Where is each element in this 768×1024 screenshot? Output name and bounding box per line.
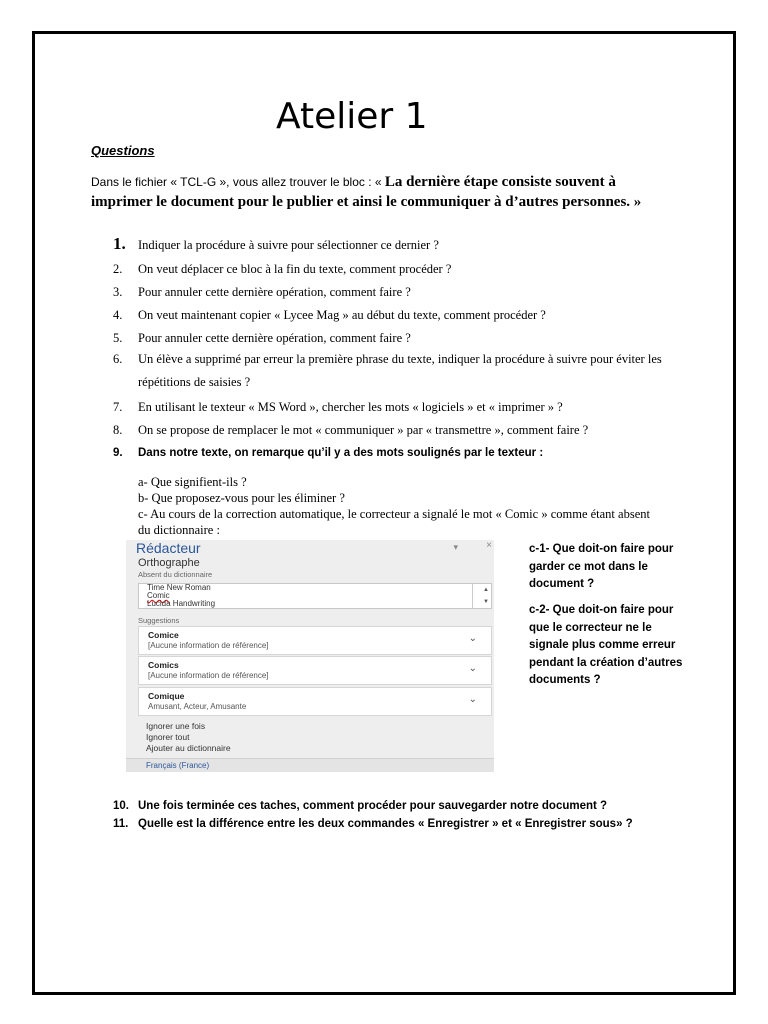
- suggestion-word: Comics: [148, 660, 179, 670]
- question-number: 1.: [113, 234, 126, 253]
- pane-header: Rédacteur: [136, 540, 201, 556]
- question-number: 11.: [113, 818, 129, 830]
- question-number: 9.: [113, 447, 123, 459]
- question-8: [113, 423, 588, 438]
- question-4: [113, 308, 546, 323]
- sub-question-a: a- Que signifient-ils ?: [138, 475, 247, 489]
- question-number: 7.: [113, 400, 123, 414]
- close-icon[interactable]: ×: [486, 540, 492, 551]
- suggestions-label: Suggestions: [138, 616, 180, 625]
- chevron-down-icon[interactable]: ⌄: [468, 633, 477, 644]
- question-7: [113, 400, 563, 415]
- misspelled-words-list[interactable]: [138, 583, 492, 609]
- section-heading: Questions: [91, 143, 155, 158]
- question-text: Pour annuler cette dernière opération, comment faire ?: [138, 285, 411, 299]
- question-text: On se propose de remplacer le mot « communiquer » par « transmettre », comment faire ?: [138, 423, 589, 437]
- add-to-dictionary-button[interactable]: Ajouter au dictionnaire: [146, 743, 231, 753]
- question-number: 6.: [113, 352, 123, 366]
- question-text: On veut maintenant copier « Lycee Mag » au début du texte, comment procéder ?: [138, 308, 546, 322]
- page-title: Atelier 1: [276, 96, 428, 137]
- question-text: Quelle est la différence entre les deux commandes « Enregistrer » et « Enregistrer sous» ?: [138, 818, 633, 830]
- suggestion-card[interactable]: [138, 656, 492, 685]
- pane-options-icon[interactable]: ▾: [453, 542, 458, 552]
- chevron-down-icon[interactable]: ⌄: [468, 694, 477, 705]
- sub-question-c: c- Au cours de la correction automatique, le correcteur a signalé le mot « Comic » comme étant absent du dictionnaire :: [138, 507, 650, 537]
- not-in-dictionary-label: Absent du dictionnaire: [138, 570, 213, 579]
- suggestion-word: Comice: [148, 630, 179, 640]
- question-number: 4.: [113, 308, 123, 322]
- suggestion-info: [Aucune information de référence]: [148, 671, 269, 680]
- question-3: [113, 285, 411, 300]
- suggestion-card[interactable]: [138, 687, 492, 716]
- ignore-all-button[interactable]: Ignorer tout: [146, 732, 190, 742]
- side-question-c2: c-2- Que doit-on faire pour que le correcteur ne le signale plus comme erreur pendant la création d’autres documents ?: [529, 604, 683, 686]
- question-2: [113, 262, 451, 277]
- side-question-c1: c-1- Que doit-on faire pour garder ce mot dans le document ?: [529, 543, 674, 590]
- sub-question-b: b- Que proposez-vous pour les éliminer ?: [138, 491, 345, 505]
- question-9: [113, 447, 543, 459]
- suggestion-info: [Aucune information de référence]: [148, 641, 269, 650]
- question-text: Une fois terminée ces taches, comment procéder pour sauvegarder notre document ?: [138, 800, 608, 812]
- intro-quote: La dernière étape consiste souvent à imprimer le document pour le publier et ainsi le communiquer à d’autres personnes. »: [91, 174, 642, 210]
- language-label[interactable]: Français (France): [146, 761, 210, 770]
- proofing-pane: [126, 540, 494, 772]
- intro-lead: Dans le fichier « TCL-G », vous allez trouver le bloc : «: [91, 175, 385, 189]
- question-number: 10.: [113, 800, 129, 812]
- chevron-down-icon[interactable]: ⌄: [468, 663, 477, 674]
- question-text: On veut déplacer ce bloc à la fin du texte, comment procéder ?: [138, 262, 452, 276]
- question-number: 8.: [113, 423, 123, 437]
- question-6: [113, 348, 678, 394]
- suggestion-info: Amusant, Acteur, Amusante: [148, 702, 247, 711]
- ignore-once-button[interactable]: Ignorer une fois: [146, 721, 206, 731]
- suggestion-card[interactable]: [138, 626, 492, 655]
- question-1: [113, 234, 439, 254]
- question-text: Indiquer la procédure à suivre pour sélectionner ce dernier ?: [138, 238, 439, 252]
- language-bar: [126, 758, 494, 772]
- spelling-section-title: Orthographe: [138, 557, 200, 569]
- question-5: [113, 331, 411, 346]
- question-text: Pour annuler cette dernière opération, comment faire ?: [138, 331, 411, 345]
- suggestion-word: Comique: [148, 691, 185, 701]
- question-text: Dans notre texte, on remarque qu’il y a des mots soulignés par le texteur :: [138, 447, 544, 459]
- question-text: En utilisant le texteur « MS Word », chercher les mots « logiciels » et « imprimer » ?: [138, 400, 563, 414]
- question-11: [113, 818, 633, 830]
- question-number: 3.: [113, 285, 123, 299]
- question-number: 5.: [113, 331, 123, 345]
- question-text: Un élève a supprimé par erreur la première phrase du texte, indiquer la procédure à suivre pour éviter les répétitions de saisies ?: [138, 352, 662, 389]
- word-item-flagged[interactable]: Comic: [147, 591, 170, 600]
- question-number: 2.: [113, 262, 123, 276]
- word-item[interactable]: Lucida Handwriting: [147, 599, 216, 608]
- intro-paragraph: [91, 172, 651, 212]
- word-item[interactable]: Time New Roman: [147, 583, 211, 592]
- list-scrollbar[interactable]: ▲ ▼: [472, 584, 491, 608]
- question-10: [113, 800, 607, 812]
